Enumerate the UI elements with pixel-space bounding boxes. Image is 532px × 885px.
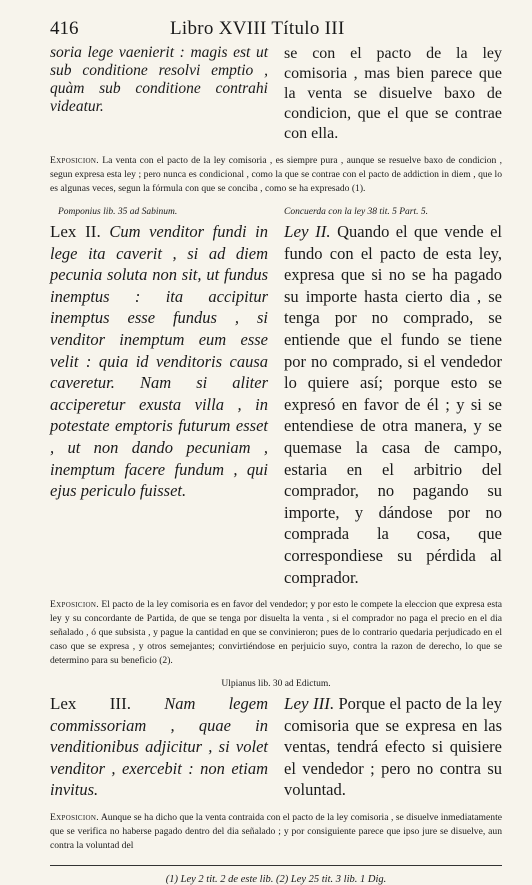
lex-label: Lex III. [50,694,131,714]
spanish-law-3 [284,693,502,801]
exposicion-label: Exposicion. [50,599,99,611]
source-left: Pomponius lib. 35 ad Sabinum. [58,207,178,217]
page-number: 416 [50,18,79,39]
ley-label: Ley III. [284,694,335,714]
footnotes: (1) Ley 2 tit. 2 de este lib. (2) Ley 25 tit. 3 lib. 1 Dig. [165,874,387,885]
running-title: Libro XVIII Título III [170,18,345,39]
exposicion-label: Exposicion. [50,812,99,824]
law-3-section [50,693,502,801]
book-page [50,18,502,885]
exposicion-1 [50,154,502,196]
exposicion-text: Aunque se ha dicho que la venta contraida con el pacto de la ley comisoria , se disuelve inmediatamente que se verifica no haberse pagado dentro del dia señalado ; y por consiguiente parece que ipso jure se disuelve, aun contra la voluntad del [50,812,502,852]
latin-law-3 [50,693,268,801]
exposicion-label: Exposicion. [50,155,99,166]
spanish-text: Porque el pacto de la ley comisoria que se expresa en las ventas, tendrá efecto si quisiere el vendedor ; pero no contra su voluntad. [284,694,502,800]
spanish-law-2 [284,221,502,588]
footnote-rule [50,865,502,866]
law-2-section [50,221,502,588]
exposicion-text: La venta con el pacto de la ley comisoria , es siempre pura , aunque se resuelve baxo de condicion , segun expresa esta ley ; pero nunca es condicional , como la que se contrae con el pacto de addiction in diem , que lo es algunas veces, segun la fórmula con que se conciba , como se ha expresado (1). [50,155,502,194]
source-line-2 [50,206,502,219]
spanish-text-continued: se con el pacto de la ley comisoria , mas bien parece que la venta se disuelve baxo de condicion, que el que se contrae con ella. [284,45,502,142]
source-line-3: Ulpianus lib. 30 ad Edictum. [221,679,331,690]
spanish-text: Quando el que vende el fundo con el pacto de esta ley, expresa que si no se ha pagado su importe hasta cierto dia , se tenga por no comprado, se entiende que el fundo se tiene por no comprado, si el vendedor lo quiere así; porque esto se expresó en favor de él ; y si se entendiese de otra manera, y se quemase la casa de campo, estaria en el arbitrio del comprador, no pagando su importe, y dándose por no comprada la cosa, que correspondiese su pérdida al comprador. [284,222,502,587]
exposicion-text: El pacto de la ley comisoria es en favor del vendedor; y por esto le compete la eleccion que expresa esta ley y su concordante de Partida, de que se tenga por disuelta la venta , si el comprador no paga el precio en el dia señalado , ó que subsista , y pague la cantidad en que se convinieron; pues de lo contrario quedaria perjudicado en el caso que se expresa , y otros semejantes; convirtiéndose en perjuicio suyo, contra la razon de derecho, lo que se determino para su beneficio (2). [50,599,502,667]
source-right: Concuerda con la ley 38 tit. 5 Part. 5. [284,207,428,217]
page-header [50,18,502,44]
latin-text: Nam legem commissoriam , quae in venditionibus adjicitur , si volet venditor , exercebit : non etiam invitus. [50,694,268,800]
ley-label: Ley II. [284,222,331,241]
exposicion-3 [50,811,502,853]
latin-text-continued: soria lege vaenierit : magis est ut sub conditione resolvi emptio , quàm sub conditione contrahi videatur. [50,44,268,115]
top-section [50,44,502,144]
latin-law-2 [50,221,268,588]
lex-label: Lex II. [50,222,101,241]
latin-text: Cum venditor fundi in lege ita caverit , si ad diem pecunia soluta non sit, ut fundus inemptus : ita accipitur inemptus esse fundus , si venditor inemptum eum esse velit : quia id venditoris causa caveretur. Nam si aliter acciperetur exusta villa , in potestate emptoris futurum esset , ut non dando pecuniam , inemptum facere fundum , qui ejus periculo fuisset. [50,222,268,501]
exposicion-2 [50,598,502,668]
